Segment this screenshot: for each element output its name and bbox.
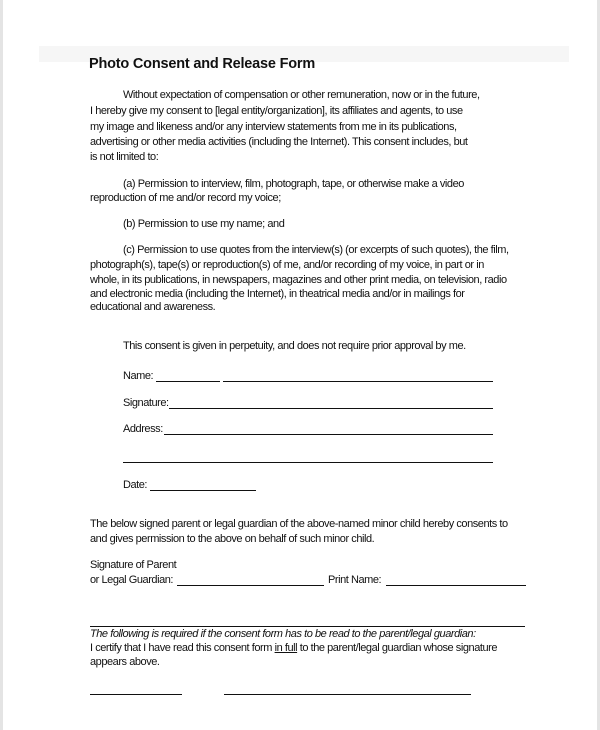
address-field[interactable] [164,434,493,435]
signature-label: Signature: [123,397,169,409]
read-note: The following is required if the consent form has to be read to the parent/legal guardian: [90,628,476,640]
name-field-last[interactable] [223,381,493,382]
form-title: Photo Consent and Release Form [89,56,316,72]
certify-line-2: appears above. [90,656,160,668]
signature-field[interactable] [169,408,493,409]
date-field[interactable] [150,490,256,491]
item-b: (b) Permission to use my name; and [123,218,285,230]
witness-date-field[interactable] [90,694,182,695]
address-field-line2[interactable] [123,462,493,463]
intro-line: my image and likeness and/or any interview statements from me in its publications, [90,121,457,133]
item-c-line: and electronic media (including the Internet), in theatrical media and/or in mailings for [90,288,465,300]
item-c-line: whole, in its publications, in newspapers, magazines and other print media, on television, radio [90,274,507,286]
certify-pre: I certify that I have read this consent form [90,642,275,654]
intro-line: is not limited to: [90,151,159,163]
guardian-line: and gives permission to the above on behalf of such minor child. [90,533,375,545]
witness-signature-field[interactable] [224,694,471,695]
item-c-line: (c) Permission to use quotes from the interview(s) (or excerpts of such quotes), the film, [123,244,509,256]
item-a-line: (a) Permission to interview, film, photograph, tape, or otherwise make a video [123,178,464,190]
certify-underlined: in full [274,642,298,654]
print-name-label: Print Name: [328,574,382,586]
intro-line: advertising or other media activities (including the Internet). This consent includes, but [90,136,468,148]
guardian-line: The below signed parent or legal guardian of the above-named minor child hereby consents to [90,518,508,530]
date-label: Date: [123,479,148,491]
guardian-signature-label-2: or Legal Guardian: [90,574,174,586]
guardian-signature-label: Signature of Parent [90,559,177,571]
address-label: Address: [123,423,163,435]
name-label: Name: [123,370,154,382]
item-c-line: educational and awareness. [90,301,216,313]
item-c-line: photograph(s), tape(s) or reproduction(s) of me, and/or recording of my voice, in part or in [90,259,484,271]
intro-line: I hereby give my consent to [legal entity/organization], its affiliates and agents, to use [90,105,463,117]
guardian-signature-field[interactable] [177,585,324,586]
print-name-field[interactable] [386,585,526,586]
name-field-first[interactable] [156,381,220,382]
item-a-line: reproduction of me and/or record my voice; [90,192,281,204]
intro-line: Without expectation of compensation or other remuneration, now or in the future, [123,89,480,101]
certify-line [90,641,497,655]
certify-post: to the parent/legal guardian whose signature [297,642,498,654]
perpetuity-text: This consent is given in perpetuity, and does not require prior approval by me. [123,340,466,352]
